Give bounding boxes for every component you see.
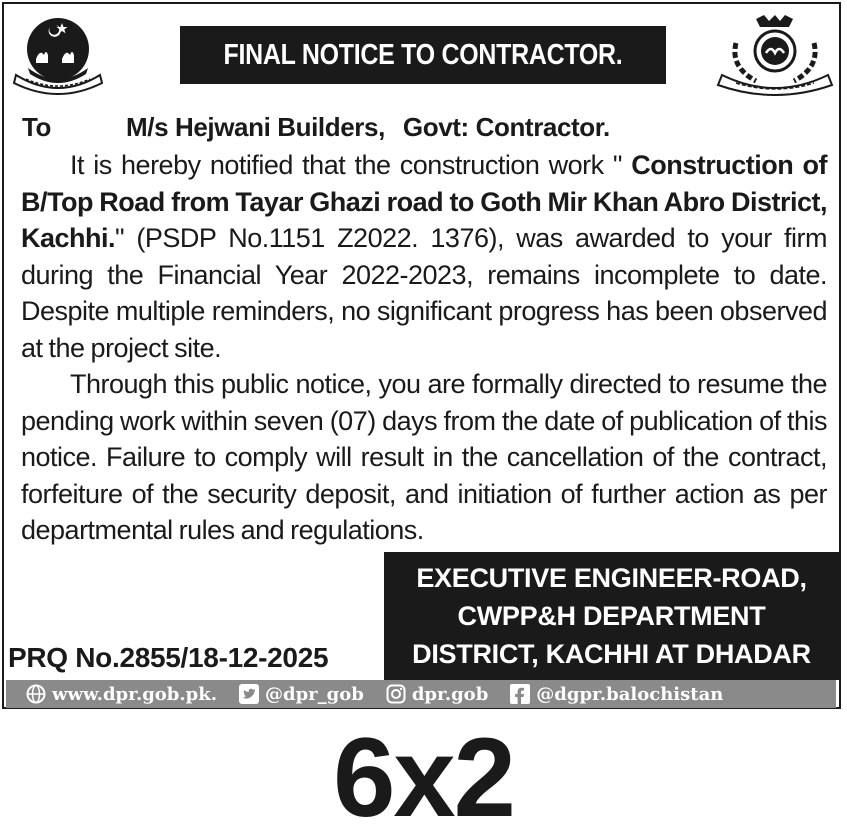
signatory-line-3: DISTRICT, KACHHI AT DHADAR xyxy=(412,639,811,669)
ad-size-label: 6x2 xyxy=(333,715,514,840)
signatory-line-2: CWPP&H DEPARTMENT xyxy=(457,601,766,631)
footer-website[interactable] xyxy=(26,684,217,705)
prq-number: PRQ No.2855/18-12-2025 xyxy=(8,642,329,673)
twitter-handle: @dpr_gob xyxy=(264,683,364,705)
facebook-handle: @dgpr.balochistan xyxy=(536,683,724,705)
contractor-role: Govt: Contractor. xyxy=(402,112,610,142)
instagram-handle: dpr.gob xyxy=(411,683,489,705)
instagram-icon xyxy=(386,684,406,704)
twitter-icon xyxy=(239,684,259,704)
notice-paragraph-1 xyxy=(21,147,827,366)
facebook-icon xyxy=(510,684,530,704)
addressee-line xyxy=(22,112,610,143)
footer-instagram[interactable] xyxy=(386,684,488,705)
paragraph-1-rest: " (PSDP No.1151 Z2022. 1376), was awarded to your firm during the Financial Year 2022-2023, remains incomplete to date. Despite multiple reminders, no significant progress has been observed at the project site. xyxy=(21,223,827,363)
website-text: www.dpr.gob.pk. xyxy=(52,683,217,705)
notice-paragraph-2: Through this public notice, you are formally directed to resume the pending work within seven (07) days from the date of publication of this notice. Failure to comply will result in the cancellation of the contract, forfeiture of the security deposit, and initiation of further action as per departmental rules and regulations. xyxy=(21,369,827,545)
contractor-name: M/s Hejwani Builders, xyxy=(126,112,385,142)
balochistan-emblem-icon xyxy=(12,13,104,95)
notice-title-text: FINAL NOTICE TO CONTRACTOR. xyxy=(223,38,623,71)
to-label: To xyxy=(22,112,52,142)
work-title: Construction of B/Top Road from Tayar Ghazi road to Goth Mir Khan Abro District, Kachhi. xyxy=(21,150,827,253)
signatory-block xyxy=(384,552,839,680)
globe-icon xyxy=(26,684,46,704)
signatory-line-1: EXECUTIVE ENGINEER-ROAD, xyxy=(416,563,807,593)
paragraph-1-intro: It is hereby notified that the construction work " xyxy=(70,150,632,180)
dgpr-emblem-icon xyxy=(716,13,834,97)
footer-facebook[interactable] xyxy=(510,684,723,705)
footer-twitter[interactable] xyxy=(239,684,364,705)
notice-body xyxy=(21,147,827,549)
notice-title xyxy=(180,26,666,84)
footer-bar xyxy=(6,680,836,708)
